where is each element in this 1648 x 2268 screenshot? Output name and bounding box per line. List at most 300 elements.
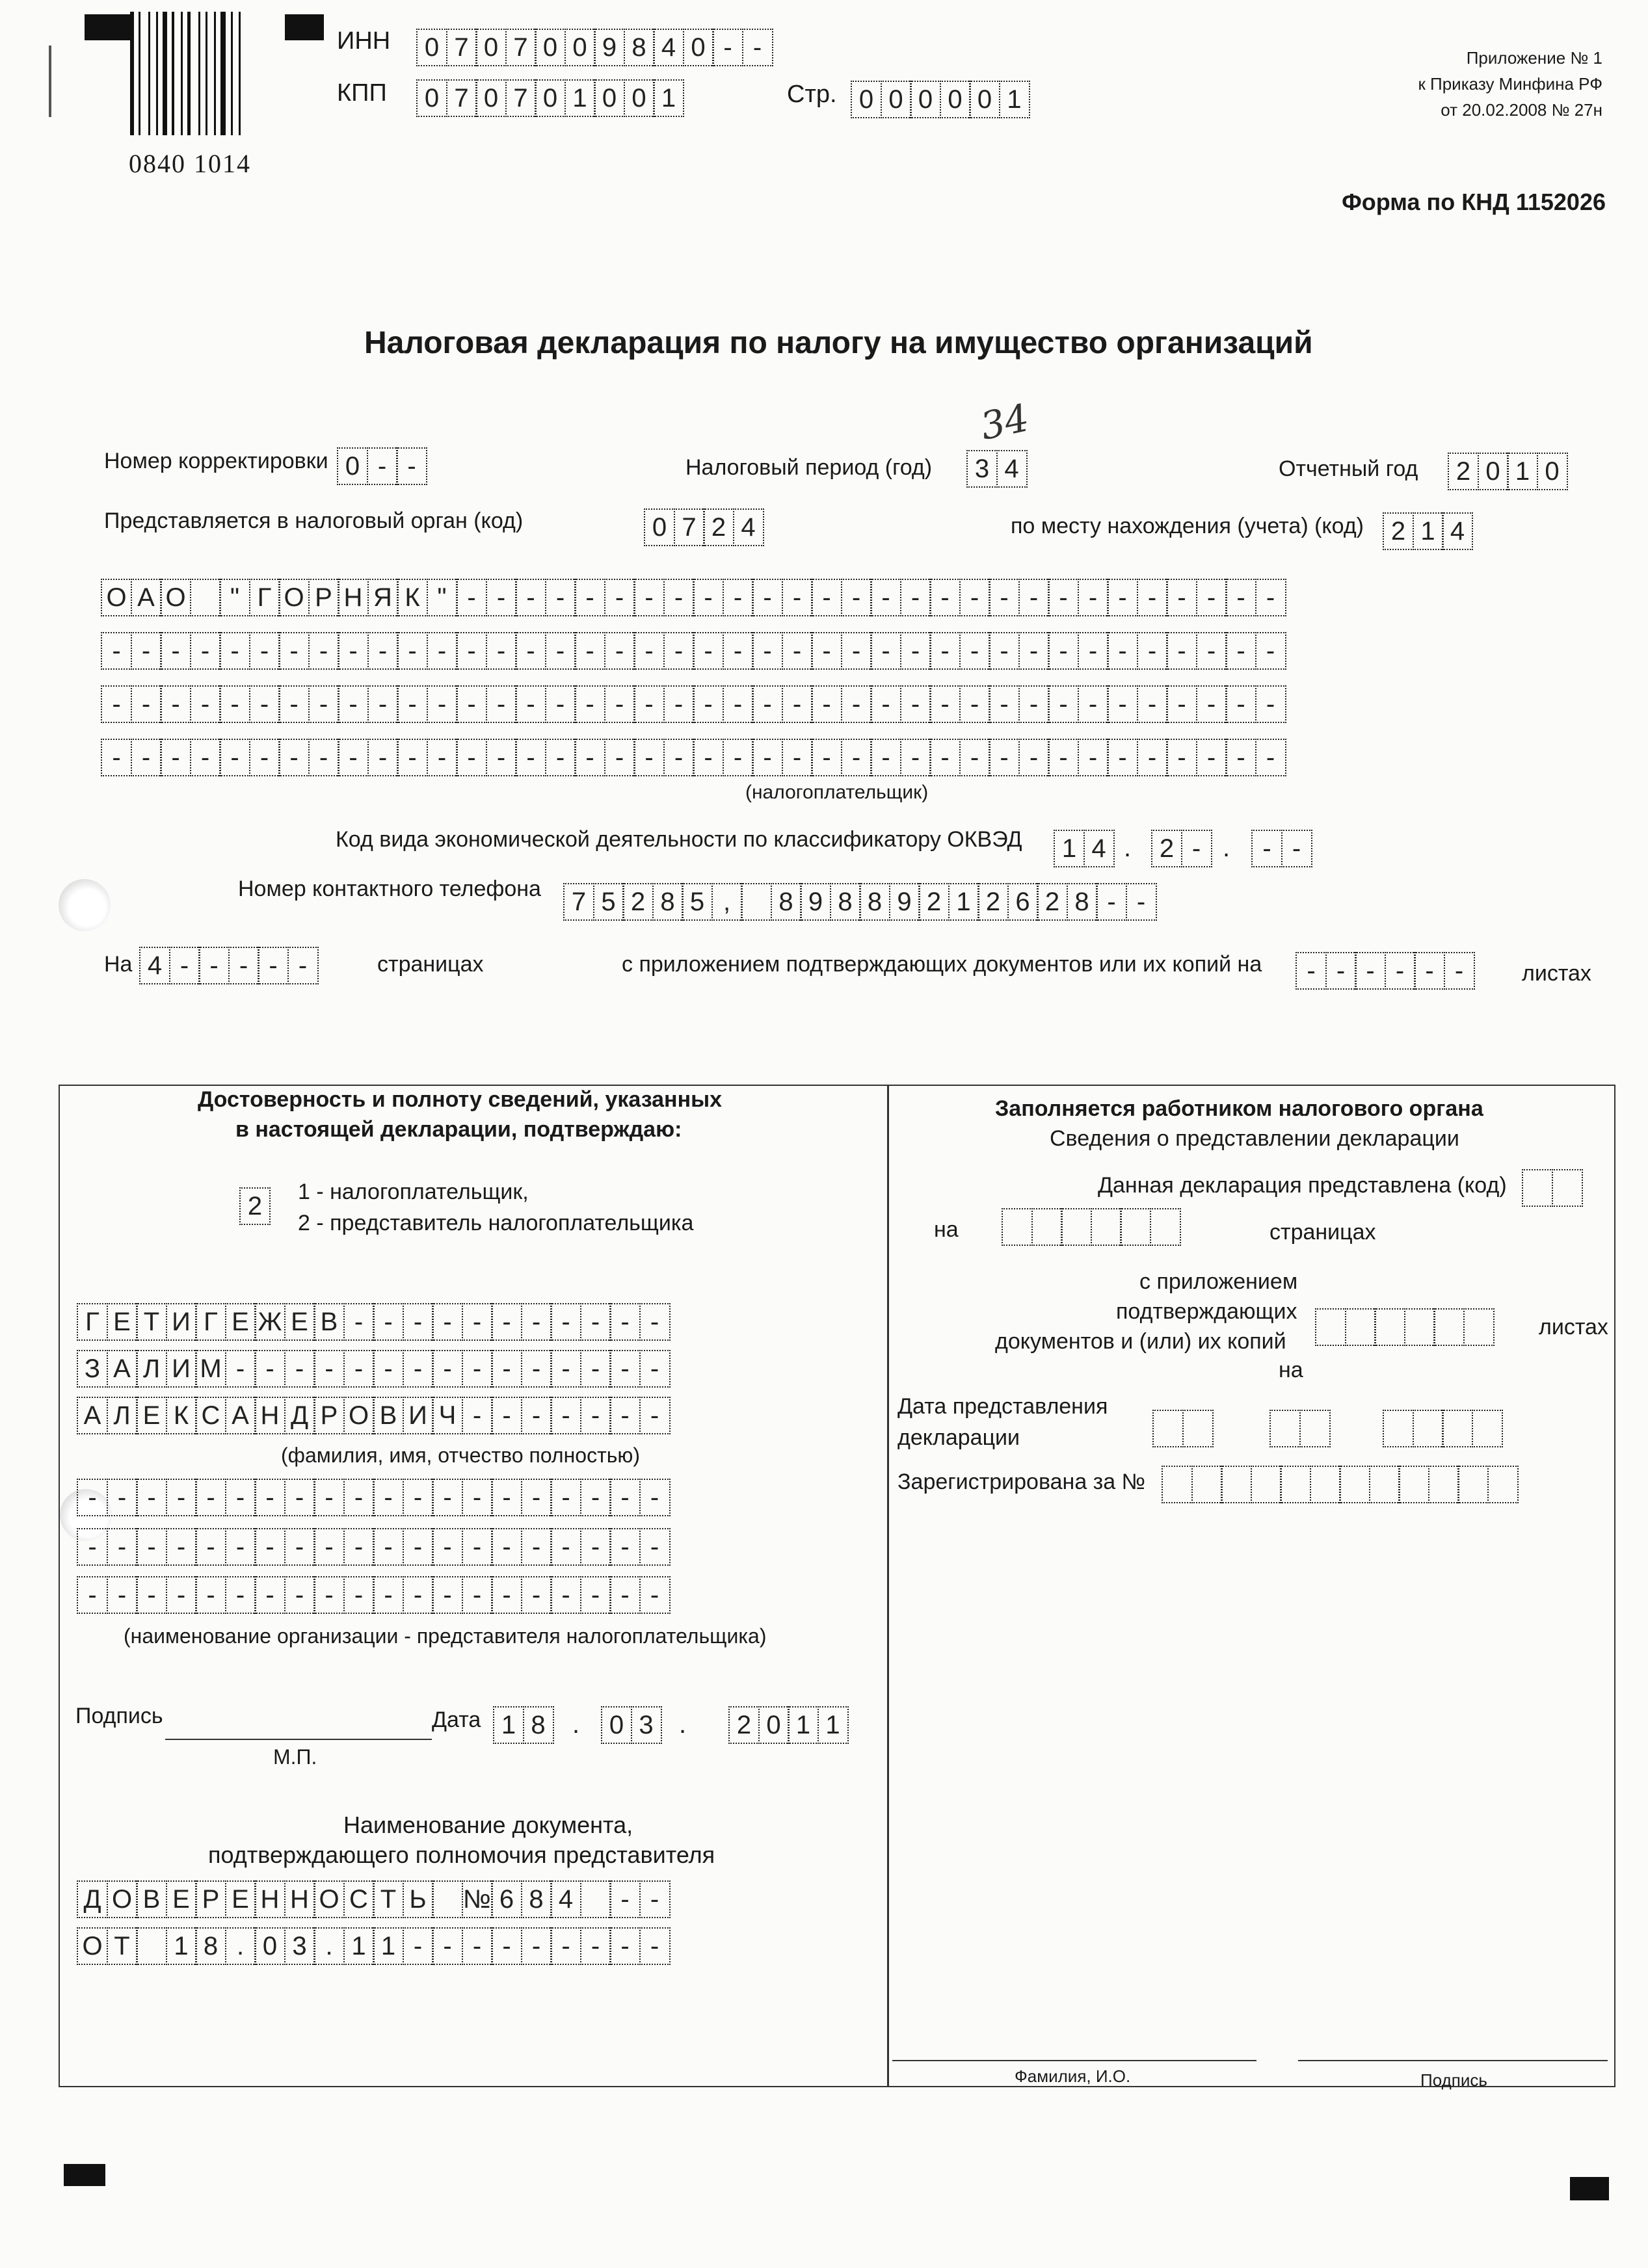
barcode-bar bbox=[130, 12, 134, 135]
date-year-cells bbox=[728, 1706, 847, 1744]
char-cell: - bbox=[609, 1350, 641, 1388]
char-cell: - bbox=[1078, 685, 1109, 723]
char-cell: - bbox=[633, 579, 665, 616]
char-cell: 4 bbox=[653, 29, 684, 66]
char-cell: - bbox=[609, 1479, 641, 1516]
char-cell bbox=[1315, 1308, 1346, 1346]
doc-row-2 bbox=[77, 1927, 669, 1965]
char-cell: - bbox=[456, 739, 487, 776]
char-cell: 2 bbox=[918, 883, 950, 921]
char-cell: 0 bbox=[535, 29, 566, 66]
name-cells bbox=[77, 1350, 669, 1388]
char-cell: - bbox=[160, 685, 191, 723]
char-cell: 2 bbox=[239, 1187, 271, 1225]
char-cell: К bbox=[397, 579, 428, 616]
char-cell: 8 bbox=[521, 1880, 552, 1918]
footer-name-label: Фамилия, И.О. bbox=[1015, 2066, 1131, 2086]
char-cell: А bbox=[107, 1350, 138, 1388]
option-taxpayer: 1 - налогоплательщик, bbox=[298, 1180, 529, 1204]
char-cell: - bbox=[462, 1528, 493, 1566]
char-cell: - bbox=[723, 739, 754, 776]
char-cell bbox=[1299, 1410, 1331, 1447]
char-cell: - bbox=[77, 1576, 108, 1614]
char-cell: 1 bbox=[1413, 512, 1444, 550]
char-cell: - bbox=[811, 685, 842, 723]
char-cell: Я bbox=[367, 579, 399, 616]
char-cell bbox=[1310, 1466, 1341, 1503]
char-cell: - bbox=[639, 1303, 671, 1341]
char-cell: О bbox=[77, 1927, 108, 1965]
char-cell: - bbox=[1137, 685, 1168, 723]
option-representative: 2 - представитель налогоплательщика bbox=[298, 1211, 694, 1235]
barcode-bar bbox=[231, 12, 233, 135]
char-cell: - bbox=[491, 1397, 522, 1434]
char-cell: И bbox=[166, 1350, 197, 1388]
char-cell: - bbox=[491, 1528, 522, 1566]
corner-marker bbox=[1570, 2177, 1609, 2200]
char-cell: 4 bbox=[996, 450, 1028, 488]
char-cell: В bbox=[373, 1397, 404, 1434]
char-cell: - bbox=[287, 947, 319, 984]
char-cell: - bbox=[609, 1397, 641, 1434]
office-heading: Заполняется работником налогового органа bbox=[995, 1096, 1483, 1121]
char-cell: 0 bbox=[416, 29, 447, 66]
barcode-bar bbox=[214, 12, 216, 135]
org-row-2 bbox=[77, 1528, 669, 1566]
char-cell: - bbox=[225, 1350, 256, 1388]
page-number-cells bbox=[851, 81, 1028, 118]
char-cell: - bbox=[101, 685, 132, 723]
char-cell: - bbox=[609, 1528, 641, 1566]
char-cell: - bbox=[343, 1528, 375, 1566]
char-cell: - bbox=[313, 1350, 345, 1388]
char-cell: - bbox=[841, 685, 872, 723]
char-cell: 2 bbox=[703, 508, 734, 546]
char-cell: - bbox=[338, 739, 369, 776]
char-cell: - bbox=[195, 1576, 226, 1614]
appendix-line-2: к Приказу Минфина РФ bbox=[1418, 74, 1602, 94]
char-cell: - bbox=[712, 29, 743, 66]
year-cells bbox=[1448, 453, 1566, 490]
char-cell: Е bbox=[107, 1303, 138, 1341]
date-label: Дата bbox=[432, 1708, 481, 1732]
char-cell bbox=[1463, 1308, 1495, 1346]
char-cell bbox=[1269, 1410, 1301, 1447]
signature-label: Подпись bbox=[75, 1704, 163, 1728]
year-label: Отчетный год bbox=[1279, 456, 1418, 481]
char-cell: - bbox=[427, 685, 458, 723]
char-cell: 1 bbox=[1507, 453, 1538, 490]
char-cell: Ж bbox=[254, 1303, 286, 1341]
char-cell: - bbox=[254, 1350, 286, 1388]
char-cell: - bbox=[491, 1576, 522, 1614]
char-cell: Д bbox=[284, 1397, 315, 1434]
char-cell: - bbox=[841, 579, 872, 616]
char-cell: - bbox=[427, 632, 458, 670]
char-cell: Е bbox=[166, 1880, 197, 1918]
char-cell: - bbox=[515, 739, 546, 776]
location-label: по месту нахождения (учета) (код) bbox=[1011, 514, 1364, 538]
char-cell: 9 bbox=[889, 883, 920, 921]
inn-label: ИНН bbox=[337, 27, 391, 55]
char-cell bbox=[1369, 1466, 1400, 1503]
char-cell: - bbox=[219, 632, 250, 670]
char-cell: 0 bbox=[940, 81, 971, 118]
authority-label: Представляется в налоговый орган (код) bbox=[104, 508, 524, 533]
char-cell: - bbox=[723, 632, 754, 670]
pages-suffix: страницах bbox=[377, 952, 484, 977]
char-cell: - bbox=[550, 1479, 581, 1516]
char-cell bbox=[190, 579, 221, 616]
char-cell: - bbox=[1137, 739, 1168, 776]
char-cell: - bbox=[639, 1528, 671, 1566]
char-cell: - bbox=[521, 1528, 552, 1566]
char-cell: - bbox=[693, 632, 724, 670]
submitted-label: Данная декларация представлена (код) bbox=[1098, 1173, 1507, 1198]
char-cell: - bbox=[1107, 685, 1138, 723]
taxpayer-row-1 bbox=[101, 579, 1284, 616]
char-cell: 7 bbox=[446, 29, 477, 66]
barcode-bar bbox=[181, 12, 183, 135]
char-cell: - bbox=[136, 1528, 167, 1566]
appendix-line-3: от 20.02.2008 № 27н bbox=[1441, 100, 1602, 120]
char-cell: 0 bbox=[594, 79, 625, 117]
signature-line[interactable] bbox=[165, 1739, 432, 1740]
char-cell: - bbox=[225, 1479, 256, 1516]
office-date-label-2: декларации bbox=[897, 1425, 1020, 1450]
char-cell: - bbox=[782, 739, 813, 776]
char-cell: - bbox=[1196, 685, 1227, 723]
kpp-label: КПП bbox=[337, 79, 387, 107]
panel-divider bbox=[887, 1085, 889, 2087]
char-cell: - bbox=[462, 1397, 493, 1434]
char-cell: - bbox=[228, 947, 259, 984]
period-label: Налоговый период (год) bbox=[685, 455, 933, 480]
char-cell: - bbox=[929, 685, 961, 723]
char-cell: 1 bbox=[343, 1927, 375, 1965]
char-cell: - bbox=[545, 632, 576, 670]
okved-cells-c bbox=[1251, 830, 1310, 867]
barcode-bar bbox=[206, 12, 207, 135]
office-pages-label: страницах bbox=[1269, 1220, 1376, 1245]
char-cell: - bbox=[1018, 632, 1050, 670]
char-cell: - bbox=[959, 739, 990, 776]
char-cell: - bbox=[101, 739, 132, 776]
char-cell: - bbox=[284, 1576, 315, 1614]
char-cell: - bbox=[663, 632, 695, 670]
char-cell: - bbox=[580, 1927, 611, 1965]
char-cell: 0 bbox=[565, 29, 596, 66]
char-cell: - bbox=[663, 685, 695, 723]
char-cell: - bbox=[1385, 952, 1416, 990]
char-cell: 8 bbox=[830, 883, 861, 921]
char-cell: - bbox=[367, 632, 399, 670]
pages-cells bbox=[139, 947, 317, 984]
doc-heading-2: подтверждающего полномочия представителя bbox=[208, 1841, 715, 1868]
char-cell bbox=[1442, 1410, 1473, 1447]
char-cell: - bbox=[486, 579, 517, 616]
doc-heading-1: Наименование документа, bbox=[343, 1812, 633, 1838]
char-cell: - bbox=[1126, 883, 1157, 921]
location-cells bbox=[1383, 512, 1472, 550]
fio-caption: (фамилия, имя, отчество полностью) bbox=[281, 1444, 641, 1467]
char-cell: - bbox=[900, 739, 931, 776]
char-cell: - bbox=[752, 685, 783, 723]
char-cell: - bbox=[1255, 579, 1286, 616]
char-cell: - bbox=[633, 632, 665, 670]
char-cell: - bbox=[752, 632, 783, 670]
office-attach-1: с приложением bbox=[1139, 1269, 1298, 1294]
char-cell: 1 bbox=[565, 79, 596, 117]
char-cell: А bbox=[77, 1397, 108, 1434]
char-cell: - bbox=[1048, 739, 1079, 776]
char-cell: - bbox=[959, 579, 990, 616]
char-cell: - bbox=[166, 1528, 197, 1566]
char-cell: О bbox=[313, 1880, 345, 1918]
char-cell: - bbox=[870, 739, 901, 776]
char-cell: - bbox=[574, 685, 605, 723]
char-cell: - bbox=[373, 1528, 404, 1566]
char-cell: - bbox=[254, 1528, 286, 1566]
char-cell: - bbox=[313, 1479, 345, 1516]
signer-type-cell bbox=[239, 1187, 269, 1225]
char-cell bbox=[741, 883, 772, 921]
char-cell bbox=[1182, 1410, 1214, 1447]
char-cell: В bbox=[313, 1303, 345, 1341]
char-cell: - bbox=[515, 685, 546, 723]
office-subheading: Сведения о представлении декларации bbox=[1050, 1126, 1459, 1151]
char-cell: - bbox=[462, 1303, 493, 1341]
char-cell: 0 bbox=[1537, 453, 1568, 490]
char-cell: - bbox=[841, 739, 872, 776]
char-cell: 0 bbox=[969, 81, 1000, 118]
char-cell: - bbox=[811, 632, 842, 670]
char-cell: - bbox=[491, 1350, 522, 1388]
footer-signature-label: Подпись bbox=[1420, 2070, 1487, 2090]
char-cell: 0 bbox=[644, 508, 675, 546]
form-code: Форма по КНД 1152026 bbox=[1342, 189, 1606, 215]
char-cell: Е bbox=[225, 1880, 256, 1918]
char-cell: - bbox=[609, 1303, 641, 1341]
char-cell: - bbox=[1181, 830, 1212, 867]
char-cell: - bbox=[574, 579, 605, 616]
char-cell: - bbox=[693, 739, 724, 776]
char-cell: - bbox=[959, 632, 990, 670]
char-cell: 1 bbox=[817, 1706, 849, 1744]
char-cell: - bbox=[258, 947, 289, 984]
char-cell: - bbox=[1225, 632, 1256, 670]
char-cell: С bbox=[343, 1880, 375, 1918]
char-cell: - bbox=[1414, 952, 1445, 990]
char-cell: - bbox=[462, 1927, 493, 1965]
char-cell: - bbox=[432, 1303, 463, 1341]
char-cell: - bbox=[1166, 632, 1197, 670]
char-cell: - bbox=[723, 685, 754, 723]
char-cell: 5 bbox=[682, 883, 713, 921]
char-cell: - bbox=[515, 632, 546, 670]
char-cell: - bbox=[900, 685, 931, 723]
char-cell: - bbox=[219, 739, 250, 776]
char-cell: - bbox=[870, 632, 901, 670]
char-cell: 2 bbox=[728, 1706, 760, 1744]
date-separator: . bbox=[679, 1710, 687, 1739]
char-cell: - bbox=[131, 739, 162, 776]
char-cell bbox=[1002, 1208, 1033, 1246]
okved-dot: . bbox=[1223, 834, 1230, 862]
char-cell: - bbox=[338, 685, 369, 723]
char-cell: 3 bbox=[966, 450, 998, 488]
char-cell: А bbox=[225, 1397, 256, 1434]
char-cell: 2 bbox=[977, 883, 1009, 921]
char-cell: - bbox=[580, 1397, 611, 1434]
char-cell: - bbox=[308, 632, 339, 670]
char-cell: К bbox=[166, 1397, 197, 1434]
org-caption: (наименование организации - представителя налогоплательщика) bbox=[124, 1624, 767, 1648]
char-cell: - bbox=[870, 685, 901, 723]
char-cell: М bbox=[195, 1350, 226, 1388]
char-cell: Г bbox=[77, 1303, 108, 1341]
char-cell: - bbox=[313, 1576, 345, 1614]
char-cell: - bbox=[343, 1350, 375, 1388]
char-cell: Н bbox=[254, 1397, 286, 1434]
char-cell: - bbox=[1048, 685, 1079, 723]
char-cell: 7 bbox=[505, 29, 537, 66]
char-cell: - bbox=[131, 632, 162, 670]
char-cell: - bbox=[166, 1576, 197, 1614]
char-cell: - bbox=[1166, 739, 1197, 776]
char-cell: - bbox=[107, 1528, 138, 1566]
char-cell: - bbox=[284, 1350, 315, 1388]
corner-marker bbox=[285, 14, 324, 40]
char-cell bbox=[1345, 1308, 1376, 1346]
char-cell: - bbox=[550, 1927, 581, 1965]
char-cell bbox=[1191, 1466, 1223, 1503]
char-cell: - bbox=[1018, 579, 1050, 616]
char-cell: 0 bbox=[910, 81, 941, 118]
char-cell: - bbox=[604, 632, 635, 670]
char-cell: - bbox=[521, 1479, 552, 1516]
char-cell: - bbox=[663, 739, 695, 776]
barcode-bar bbox=[220, 12, 226, 135]
char-cell: - bbox=[397, 685, 428, 723]
char-cell: - bbox=[574, 632, 605, 670]
char-cell: 9 bbox=[594, 29, 625, 66]
char-cell: - bbox=[639, 1479, 671, 1516]
char-cell: 2 bbox=[1448, 453, 1479, 490]
char-cell: О bbox=[101, 579, 132, 616]
char-cell: - bbox=[160, 632, 191, 670]
char-cell: 1 bbox=[1054, 830, 1085, 867]
pages-prefix: На bbox=[104, 952, 133, 977]
char-cell: - bbox=[841, 632, 872, 670]
period-handwritten: 34 bbox=[976, 395, 1033, 449]
period-cells bbox=[966, 450, 1026, 488]
okved-cells-b bbox=[1151, 830, 1210, 867]
char-cell: - bbox=[373, 1303, 404, 1341]
char-cell: - bbox=[1048, 579, 1079, 616]
char-cell bbox=[1374, 1308, 1405, 1346]
char-cell bbox=[1383, 1410, 1414, 1447]
char-cell: - bbox=[1078, 632, 1109, 670]
char-cell: - bbox=[574, 739, 605, 776]
doc-row-1 bbox=[77, 1880, 669, 1918]
char-cell: - bbox=[693, 685, 724, 723]
char-cell: - bbox=[313, 1528, 345, 1566]
char-cell: 8 bbox=[195, 1927, 226, 1965]
char-cell: - bbox=[870, 579, 901, 616]
char-cell: - bbox=[811, 739, 842, 776]
barcode-bar bbox=[163, 12, 167, 135]
char-cell: 6 bbox=[1007, 883, 1039, 921]
char-cell: - bbox=[633, 739, 665, 776]
char-cell: - bbox=[1018, 739, 1050, 776]
char-cell: . bbox=[225, 1927, 256, 1965]
char-cell: - bbox=[550, 1397, 581, 1434]
char-cell: 0 bbox=[758, 1706, 790, 1744]
char-cell: - bbox=[486, 685, 517, 723]
on-label: на bbox=[934, 1217, 959, 1242]
char-cell: - bbox=[190, 632, 221, 670]
char-cell: - bbox=[693, 579, 724, 616]
char-cell: 0 bbox=[683, 29, 714, 66]
char-cell: 0 bbox=[416, 79, 447, 117]
char-cell: Т bbox=[136, 1303, 167, 1341]
char-cell bbox=[1091, 1208, 1122, 1246]
char-cell bbox=[1428, 1466, 1459, 1503]
char-cell: - bbox=[900, 632, 931, 670]
char-cell: - bbox=[456, 685, 487, 723]
char-cell: - bbox=[403, 1479, 434, 1516]
char-cell: - bbox=[1078, 739, 1109, 776]
char-cell: 2 bbox=[1151, 830, 1182, 867]
char-cell: 7 bbox=[505, 79, 537, 117]
char-cell: - bbox=[1196, 579, 1227, 616]
char-cell: - bbox=[900, 579, 931, 616]
corner-marker bbox=[85, 14, 130, 40]
char-cell: - bbox=[723, 579, 754, 616]
office-date-day bbox=[1152, 1410, 1212, 1447]
char-cell: - bbox=[77, 1528, 108, 1566]
kpp-cells bbox=[416, 79, 683, 117]
char-cell: - bbox=[1225, 685, 1256, 723]
char-cell: - bbox=[343, 1479, 375, 1516]
char-cell: - bbox=[545, 739, 576, 776]
char-cell: - bbox=[254, 1576, 286, 1614]
char-cell: - bbox=[1255, 685, 1286, 723]
char-cell: - bbox=[609, 1880, 641, 1918]
char-cell: - bbox=[107, 1479, 138, 1516]
char-cell: - bbox=[604, 579, 635, 616]
char-cell: - bbox=[491, 1927, 522, 1965]
char-cell: - bbox=[1048, 632, 1079, 670]
char-cell: - bbox=[160, 739, 191, 776]
char-cell bbox=[1280, 1466, 1311, 1503]
char-cell: 9 bbox=[800, 883, 831, 921]
char-cell: - bbox=[1078, 579, 1109, 616]
char-cell: . bbox=[313, 1927, 345, 1965]
char-cell: - bbox=[338, 632, 369, 670]
char-cell: 0 bbox=[601, 1706, 632, 1744]
char-cell: - bbox=[131, 685, 162, 723]
char-cell: - bbox=[989, 579, 1020, 616]
char-cell: - bbox=[491, 1479, 522, 1516]
char-cell: - bbox=[403, 1927, 434, 1965]
char-cell: - bbox=[373, 1350, 404, 1388]
date-month-cells bbox=[601, 1706, 660, 1744]
char-cell: - bbox=[278, 685, 310, 723]
char-cell: - bbox=[367, 685, 399, 723]
char-cell: - bbox=[491, 1303, 522, 1341]
